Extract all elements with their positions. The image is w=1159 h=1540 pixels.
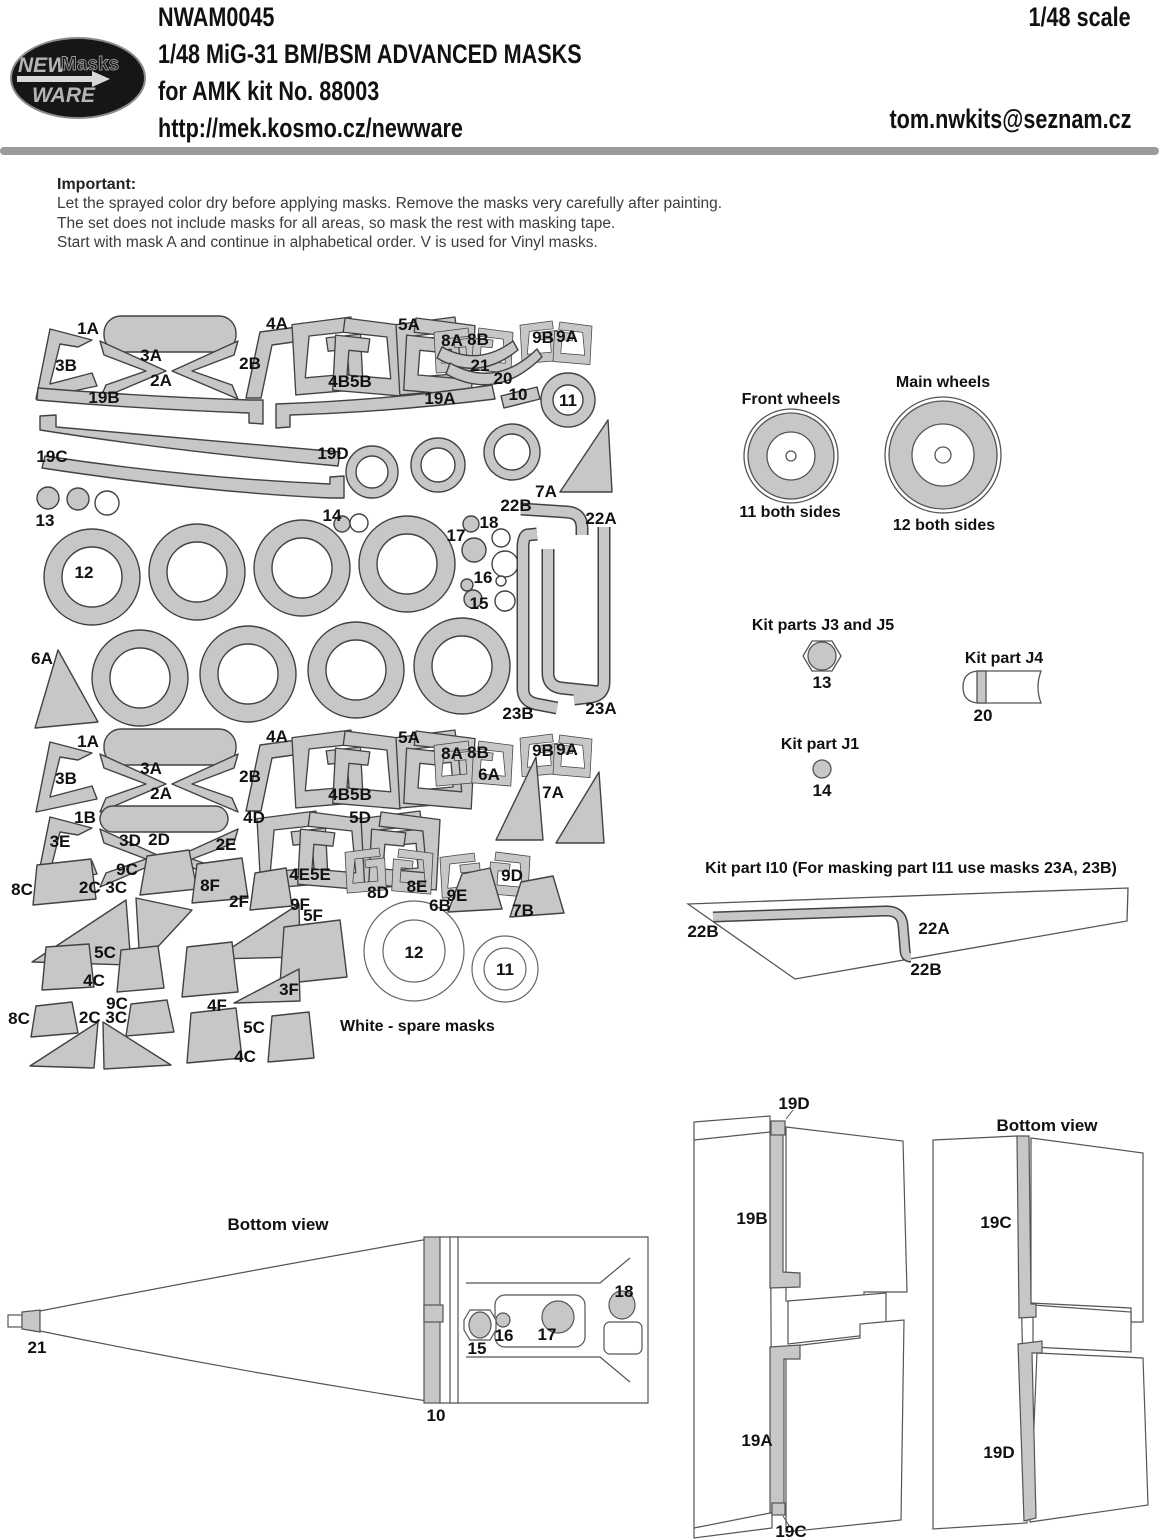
diagram-label: 14 (812, 781, 832, 800)
nose-band-notch (424, 1305, 443, 1322)
mask-9c (140, 850, 197, 895)
panel-mask-19c-tab (772, 1503, 785, 1515)
mask-7a-triangle (560, 420, 612, 492)
kit-j4-mask20 (977, 671, 986, 703)
diagram-label: Kit part I10 (For masking part I11 use masks 23A, 23B) (705, 860, 1117, 877)
diagram-label: 2B (239, 354, 261, 373)
fin-i10-guide (688, 888, 1128, 979)
diagram-label: 8A (441, 744, 463, 763)
panel-left-assembly (694, 1110, 907, 1538)
diagram-label: 22B (687, 922, 719, 941)
panel-sheet (1031, 1138, 1143, 1322)
diagram-label: 2F (229, 892, 249, 911)
nose-panel-line (450, 1237, 458, 1403)
diagram-label: 3B (55, 769, 77, 788)
logo-new-text: NEW (18, 54, 67, 77)
mask-dot-spare (496, 576, 506, 586)
mask-dot-spare (492, 551, 518, 577)
mask-1a (104, 316, 236, 352)
diagram-label: 4E5E (289, 865, 331, 884)
diagram-label: 15 (469, 594, 489, 613)
diagram-label: 8F (200, 876, 220, 895)
diagram-label: 8B (467, 330, 489, 349)
notes-heading: Important: (57, 176, 137, 193)
diagram-label: 19D (778, 1094, 810, 1113)
diagram-label: 9F (290, 895, 310, 914)
diagram-label: 16 (473, 568, 493, 587)
mask-13-dot-spare (95, 491, 119, 515)
diagram-label: 9E (446, 886, 468, 905)
diagram-label: 19D (983, 1443, 1015, 1462)
notes-line: Let the sprayed color dry before applying masks. Remove the masks very carefully after painting. (57, 195, 723, 212)
diagram-label: Kit parts J3 and J5 (751, 617, 895, 634)
diagram-label: 9B (532, 328, 554, 347)
diagram-label: Front wheels (741, 391, 841, 408)
diagram-label: 11 (559, 391, 577, 410)
diagram-label: 3A (140, 759, 162, 778)
diagram-label: Kit part J1 (780, 736, 860, 753)
diagram-label: 16 (494, 1326, 514, 1345)
diagram-label: 7A (542, 783, 564, 802)
diagram-label: 12 (74, 563, 94, 582)
diagram-label: 9A (556, 327, 578, 346)
mask-9f (250, 868, 292, 910)
diagram-label: 2B (239, 767, 261, 786)
diagram-label: 19B (88, 388, 120, 407)
diagram-label: 6A (478, 765, 500, 784)
main-wheel-diagram (885, 397, 1001, 513)
mask-1b (100, 806, 228, 832)
diagram-label: Main wheels (895, 374, 991, 391)
mask-5c (117, 946, 164, 992)
diagram-label: 17 (446, 526, 466, 545)
contact-email[interactable]: tom.nwkits@seznam.cz (889, 104, 1131, 134)
diagram-label: 2C 3C (78, 878, 128, 897)
diagram-label: 19A (741, 1431, 773, 1450)
diagram-label: 19C (36, 447, 68, 466)
logo-ware-text: WARE (32, 84, 95, 107)
mask-cluster-canopy-2 (36, 729, 592, 812)
diagram-label: 5D (349, 808, 371, 827)
diagram-label: 14 (322, 506, 342, 525)
mask-ring-hole (356, 456, 388, 488)
product-subtitle: for AMK kit No. 88003 (158, 76, 380, 106)
mask-13-dot (37, 487, 59, 509)
diagram-label: 1B (74, 808, 96, 827)
scale-label: 1/48 scale (1028, 2, 1131, 32)
diagram-label: 13 (812, 673, 832, 692)
diagram-label: 6A (31, 649, 53, 668)
diagram-label: 20 (973, 706, 993, 725)
diagram-label: 4D (243, 808, 265, 827)
diagram-label: 3D (119, 831, 141, 850)
diagram-label: 6B (429, 896, 451, 915)
diagram-label: 9C (106, 994, 128, 1013)
diagram-label: 4B5B (328, 372, 372, 391)
diagram-label: 4A (266, 727, 288, 746)
diagram-label: 1A (77, 732, 99, 751)
mask-13-dot (67, 488, 89, 510)
diagram-label: 4A (266, 314, 288, 333)
notes-line: The set does not include masks for all areas, so mask the rest with masking tape. (57, 214, 616, 232)
diagram-label: 8C (8, 1009, 30, 1028)
front-wheel-diagram (744, 409, 838, 503)
mask-ring-hole (494, 434, 530, 470)
diagram-label: 21 (27, 1338, 47, 1357)
nose-pitot-tip (8, 1315, 22, 1327)
product-code: NWAM0045 (158, 2, 275, 32)
nose-pitot-mask21 (22, 1310, 40, 1332)
mask-16-dot (461, 579, 473, 591)
diagram-label: 23B (502, 704, 534, 723)
diagram-label: 17 (537, 1325, 557, 1344)
diagram-label: 4F (207, 996, 227, 1015)
logo-masks-text: Masks (61, 54, 120, 75)
diagram-label: 3A (140, 346, 162, 365)
product-url[interactable]: http://mek.kosmo.cz/newware (158, 113, 463, 143)
diagram-label: 8C (11, 880, 33, 899)
diagram-label: 12 both sides (892, 517, 996, 534)
panel-sheet (933, 1136, 1027, 1529)
diagram-label: 12 (404, 943, 424, 962)
diagram-label: 2D (148, 830, 170, 849)
mask-4f (182, 942, 238, 997)
diagram-label: 2A (150, 784, 172, 803)
diagram-label: 18 (479, 513, 499, 532)
mask-19c-band (40, 415, 340, 466)
diagram-label: 9B (532, 741, 554, 760)
diagram-label: 9D (501, 866, 523, 885)
diagram-label: 9A (556, 740, 578, 759)
diagram-label: 8B (467, 743, 489, 762)
diagram-label: 7A (535, 482, 557, 501)
mask-4c2 (268, 1012, 314, 1062)
diagram-label: 8D (367, 883, 389, 902)
diagram-label: Bottom view (227, 1215, 329, 1234)
diagram-label: 22A (918, 919, 950, 938)
diagram-label: 2A (150, 371, 172, 390)
diagram-label: Bottom view (996, 1116, 1098, 1135)
diagram-label: 22A (585, 509, 617, 528)
diagram-label: 5C (243, 1018, 265, 1037)
diagram-label: 9C (116, 860, 138, 879)
nose-mask15 (469, 1312, 491, 1338)
mask-sheet (30, 316, 612, 1069)
diagram-label: 21 (470, 356, 490, 375)
diagram-label: 11 (496, 960, 514, 979)
nose-hatch-outline (604, 1322, 642, 1354)
diagram-label: 5C (94, 943, 116, 962)
diagram-label: 3E (49, 832, 71, 851)
mask-6a2-triangle (496, 757, 543, 840)
diagram-label: 18 (614, 1282, 634, 1301)
kit-j3-mask13 (808, 642, 836, 670)
diagram-label: 5A (398, 315, 420, 334)
mask-12-rings (44, 516, 510, 726)
wheel-guides (744, 397, 1001, 513)
panel-sheet (694, 1116, 772, 1538)
panel-sheet (1030, 1353, 1148, 1522)
diagram-label: 19C (775, 1522, 807, 1540)
panel-right-assembly (933, 1136, 1148, 1529)
panel-sheet (1033, 1305, 1131, 1352)
mask-9c2 (126, 1000, 174, 1036)
diagram-label: 10 (508, 385, 528, 404)
diagram-label: 3F (279, 980, 299, 999)
mask-ring-hole (421, 448, 455, 482)
diagram-label: 11 both sides (739, 504, 841, 521)
notes-line: Start with mask A and continue in alphabetical order. V is used for Vinyl masks. (57, 234, 598, 251)
diagram-label: 19D (317, 444, 349, 463)
diagram-label: 4C (234, 1047, 256, 1066)
diagram-label: 1A (77, 319, 99, 338)
mask-8c2 (31, 1002, 78, 1037)
diagram-label: 8A (441, 331, 463, 350)
kit-j4-body (963, 671, 1041, 703)
diagram-label: 5F (303, 906, 323, 925)
diagram-label: 19C (980, 1213, 1012, 1232)
diagram-label: 5A (398, 728, 420, 747)
diagram-label: 3B (55, 356, 77, 375)
diagram-label: 20 (493, 369, 513, 388)
panel-mask-19d-tab (771, 1121, 785, 1135)
diagram-label: 13 (35, 511, 55, 530)
diagram-label: 22B (500, 496, 532, 515)
panel-sheet (786, 1320, 904, 1532)
mask-17-dot (462, 538, 486, 562)
panel-sheet (786, 1127, 907, 1308)
intake-panels (694, 1110, 1148, 1538)
diagram-label: 2E (215, 835, 237, 854)
diagram-label: 7B (512, 901, 534, 920)
diagram-label: 19A (424, 389, 456, 408)
nose-bottom-view (8, 1237, 648, 1403)
diagram-label: 4C (83, 971, 105, 990)
product-title: 1/48 MiG-31 BM/BSM ADVANCED MASKS (158, 39, 582, 69)
diagram-label: Kit part J4 (964, 650, 1044, 667)
diagram-label: White - spare masks (340, 1018, 495, 1035)
mask-dot-spare (495, 591, 515, 611)
diagram-label: 2C 3C (78, 1008, 128, 1027)
diagram-label: 19B (736, 1209, 768, 1228)
kit-j1-mask14 (813, 760, 831, 778)
diagram-label: 8E (406, 877, 428, 896)
diagram-label: 23A (585, 699, 617, 718)
diagram-label: 22B (910, 960, 942, 979)
diagram-label: 4B5B (328, 785, 372, 804)
nose-mask16 (496, 1313, 510, 1327)
mask-14-dot-spare (350, 514, 368, 532)
mask-22-23-bands (521, 509, 604, 708)
diagram-label: 10 (426, 1406, 446, 1425)
diagram-label: 15 (467, 1339, 487, 1358)
